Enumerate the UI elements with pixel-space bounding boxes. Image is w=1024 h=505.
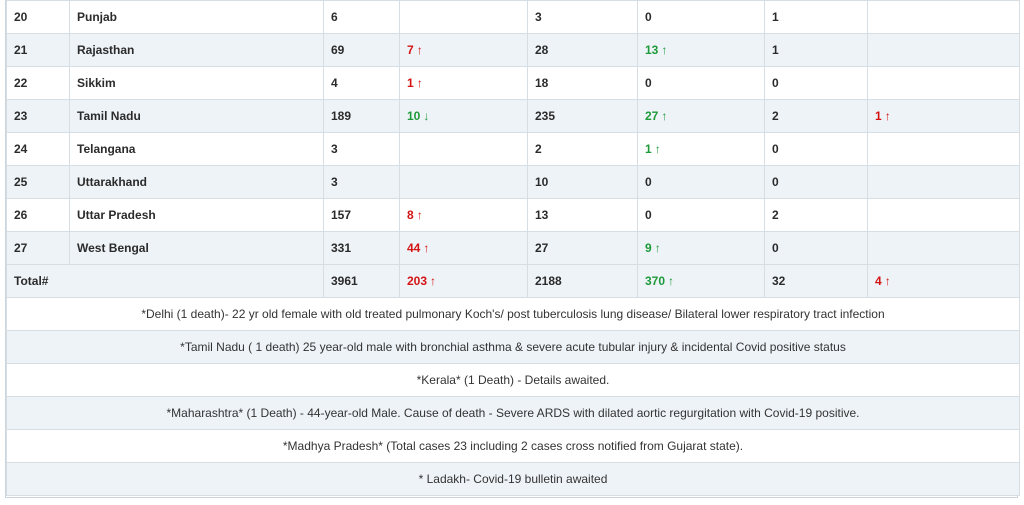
arrow-up-green-icon: ↑ bbox=[654, 142, 661, 156]
deaths-cell-value: 2 bbox=[772, 109, 779, 123]
state-name-cell-value: Uttarakhand bbox=[77, 175, 148, 189]
recovered-cell bbox=[528, 34, 638, 67]
recovered-cell-value: 13 bbox=[535, 208, 549, 222]
serial-number-cell bbox=[7, 67, 70, 100]
deaths-cell bbox=[765, 133, 868, 166]
deaths-cell bbox=[765, 100, 868, 133]
footnote-cell bbox=[7, 298, 1020, 331]
active-change-cell-value: 10 bbox=[407, 109, 421, 123]
serial-number-cell bbox=[7, 232, 70, 265]
state-name-cell-value: Rajasthan bbox=[77, 43, 135, 57]
active-change-cell-value: 8 bbox=[407, 208, 414, 222]
footnote-cell bbox=[7, 430, 1020, 463]
recovered-cell bbox=[528, 166, 638, 199]
note-row bbox=[7, 397, 1020, 430]
active-cases-cell bbox=[324, 1, 400, 34]
arrow-up-red-icon: ↑ bbox=[416, 208, 423, 222]
deaths-cell-value: 0 bbox=[772, 175, 779, 189]
active-cases-cell bbox=[324, 133, 400, 166]
deaths-cell bbox=[765, 67, 868, 100]
active-change-cell bbox=[400, 34, 528, 67]
table-body bbox=[7, 1, 1020, 496]
recovered-change-cell-value: 0 bbox=[645, 76, 652, 90]
footnote-text: *Madhya Pradesh* (Total cases 23 including 2 cases cross notified from Gujarat state). bbox=[282, 439, 744, 453]
recovered-cell bbox=[528, 1, 638, 34]
total-label-cell bbox=[7, 265, 324, 298]
deaths-change-cell bbox=[868, 34, 1020, 67]
active-cases-cell-value: 6 bbox=[331, 10, 338, 24]
total-recovered-cell-value: 2188 bbox=[535, 274, 562, 288]
table-row bbox=[7, 166, 1020, 199]
arrow-up-green-icon: ↑ bbox=[654, 241, 661, 255]
state-name-cell-value: Sikkim bbox=[77, 76, 116, 90]
serial-number-cell-value: 25 bbox=[14, 175, 28, 189]
serial-number-cell-value: 26 bbox=[14, 208, 28, 222]
state-name-cell bbox=[70, 166, 324, 199]
active-cases-cell bbox=[324, 199, 400, 232]
total-deaths-change-cell-value: 4 bbox=[875, 274, 882, 288]
footnote-text: *Kerala* (1 Death) - Details awaited. bbox=[416, 373, 610, 387]
deaths-change-cell bbox=[868, 67, 1020, 100]
arrow-up-red-icon: ↑ bbox=[430, 274, 437, 288]
total-active-cell-value: 3961 bbox=[331, 274, 358, 288]
active-cases-cell bbox=[324, 232, 400, 265]
deaths-change-cell-value: 1 bbox=[875, 109, 882, 123]
deaths-cell-value: 1 bbox=[772, 10, 779, 24]
recovered-cell bbox=[528, 232, 638, 265]
active-cases-cell bbox=[324, 34, 400, 67]
state-name-cell-value: West Bengal bbox=[77, 241, 149, 255]
footnote-cell bbox=[7, 463, 1020, 496]
active-cases-cell-value: 157 bbox=[331, 208, 352, 222]
footnote-text: *Delhi (1 death)- 22 yr old female with old treated pulmonary Koch's/ post tuberculosis lung disease/ Bilateral lower respiratory tract infection bbox=[141, 307, 885, 321]
recovered-change-cell-value: 0 bbox=[645, 208, 652, 222]
covid-state-table bbox=[6, 0, 1020, 496]
state-name-cell bbox=[70, 199, 324, 232]
deaths-cell bbox=[765, 1, 868, 34]
table-row bbox=[7, 232, 1020, 265]
active-change-cell bbox=[400, 166, 528, 199]
note-row bbox=[7, 364, 1020, 397]
recovered-change-cell-value: 9 bbox=[645, 241, 652, 255]
active-change-cell bbox=[400, 232, 528, 265]
total-row bbox=[7, 265, 1020, 298]
active-cases-cell-value: 3 bbox=[331, 142, 338, 156]
state-name-cell bbox=[70, 100, 324, 133]
recovered-cell bbox=[528, 100, 638, 133]
active-cases-cell-value: 331 bbox=[331, 241, 352, 255]
serial-number-cell bbox=[7, 199, 70, 232]
deaths-change-cell bbox=[868, 166, 1020, 199]
deaths-cell-value: 1 bbox=[772, 43, 779, 57]
active-cases-cell-value: 69 bbox=[331, 43, 345, 57]
deaths-change-cell bbox=[868, 133, 1020, 166]
serial-number-cell bbox=[7, 34, 70, 67]
footnote-cell bbox=[7, 364, 1020, 397]
serial-number-cell bbox=[7, 166, 70, 199]
recovered-change-cell-value: 0 bbox=[645, 175, 652, 189]
state-name-cell-value: Telangana bbox=[77, 142, 136, 156]
recovered-change-cell bbox=[638, 199, 765, 232]
serial-number-cell-value: 23 bbox=[14, 109, 28, 123]
recovered-change-cell bbox=[638, 100, 765, 133]
state-name-cell bbox=[70, 232, 324, 265]
total-label-cell-value: Total# bbox=[14, 274, 49, 288]
active-change-cell bbox=[400, 133, 528, 166]
state-name-cell bbox=[70, 133, 324, 166]
deaths-cell-value: 0 bbox=[772, 142, 779, 156]
deaths-cell bbox=[765, 166, 868, 199]
active-change-cell-value: 44 bbox=[407, 241, 421, 255]
recovered-cell-value: 10 bbox=[535, 175, 549, 189]
deaths-change-cell bbox=[868, 1, 1020, 34]
arrow-up-red-icon: ↑ bbox=[416, 43, 423, 57]
arrow-up-green-icon: ↑ bbox=[661, 43, 668, 57]
deaths-cell-value: 0 bbox=[772, 241, 779, 255]
deaths-cell-value: 2 bbox=[772, 208, 779, 222]
state-name-cell-value: Tamil Nadu bbox=[77, 109, 141, 123]
footnote-cell bbox=[7, 397, 1020, 430]
note-row bbox=[7, 331, 1020, 364]
active-cases-cell bbox=[324, 166, 400, 199]
serial-number-cell-value: 27 bbox=[14, 241, 28, 255]
arrow-down-green-icon: ↓ bbox=[423, 109, 430, 123]
recovered-cell bbox=[528, 67, 638, 100]
arrow-up-red-icon: ↑ bbox=[423, 241, 430, 255]
table-row bbox=[7, 199, 1020, 232]
recovered-cell-value: 27 bbox=[535, 241, 549, 255]
recovered-cell-value: 28 bbox=[535, 43, 549, 57]
deaths-change-cell bbox=[868, 232, 1020, 265]
serial-number-cell-value: 21 bbox=[14, 43, 28, 57]
deaths-change-cell bbox=[868, 100, 1020, 133]
arrow-up-red-icon: ↑ bbox=[884, 109, 891, 123]
deaths-cell bbox=[765, 232, 868, 265]
note-row bbox=[7, 430, 1020, 463]
state-name-cell bbox=[70, 67, 324, 100]
arrow-up-red-icon: ↑ bbox=[884, 274, 891, 288]
table-row bbox=[7, 67, 1020, 100]
recovered-cell bbox=[528, 199, 638, 232]
state-name-cell-value: Punjab bbox=[77, 10, 118, 24]
active-change-cell-value: 7 bbox=[407, 43, 414, 57]
serial-number-cell-value: 24 bbox=[14, 142, 28, 156]
active-change-cell-value: 1 bbox=[407, 76, 414, 90]
table-row bbox=[7, 1, 1020, 34]
deaths-cell bbox=[765, 199, 868, 232]
covid-state-table-container bbox=[5, 0, 1018, 498]
deaths-cell bbox=[765, 34, 868, 67]
table-row bbox=[7, 133, 1020, 166]
recovered-change-cell bbox=[638, 67, 765, 100]
active-change-cell bbox=[400, 1, 528, 34]
footnote-text: *Maharashtra* (1 Death) - 44-year-old Male. Cause of death - Severe ARDS with dilated aortic regurgitation with Covid-19 positive. bbox=[166, 406, 860, 420]
deaths-cell-value: 0 bbox=[772, 76, 779, 90]
table-row bbox=[7, 100, 1020, 133]
recovered-cell-value: 2 bbox=[535, 142, 542, 156]
recovered-change-cell bbox=[638, 166, 765, 199]
recovered-cell bbox=[528, 133, 638, 166]
recovered-cell-value: 18 bbox=[535, 76, 549, 90]
active-cases-cell-value: 189 bbox=[331, 109, 352, 123]
serial-number-cell-value: 22 bbox=[14, 76, 28, 90]
active-change-cell bbox=[400, 67, 528, 100]
active-cases-cell bbox=[324, 67, 400, 100]
total-recovered-change-cell bbox=[638, 265, 765, 298]
total-deaths-cell bbox=[765, 265, 868, 298]
footnote-cell bbox=[7, 331, 1020, 364]
serial-number-cell bbox=[7, 133, 70, 166]
total-deaths-cell-value: 32 bbox=[772, 274, 786, 288]
arrow-up-green-icon: ↑ bbox=[661, 109, 668, 123]
recovered-change-cell bbox=[638, 1, 765, 34]
total-recovered-change-cell-value: 370 bbox=[645, 274, 666, 288]
serial-number-cell bbox=[7, 1, 70, 34]
state-name-cell bbox=[70, 1, 324, 34]
serial-number-cell bbox=[7, 100, 70, 133]
recovered-change-cell-value: 27 bbox=[645, 109, 659, 123]
state-name-cell-value: Uttar Pradesh bbox=[77, 208, 156, 222]
table-row bbox=[7, 34, 1020, 67]
total-active-change-cell-value: 203 bbox=[407, 274, 428, 288]
footnote-text: *Tamil Nadu ( 1 death) 25 year-old male with bronchial asthma & severe acute tubular injury & incidental Covid positive status bbox=[180, 340, 846, 354]
serial-number-cell-value: 20 bbox=[14, 10, 28, 24]
total-recovered-cell bbox=[528, 265, 638, 298]
total-deaths-change-cell bbox=[868, 265, 1020, 298]
note-row bbox=[7, 298, 1020, 331]
recovered-change-cell-value: 13 bbox=[645, 43, 659, 57]
footnote-text: * Ladakh- Covid-19 bulletin awaited bbox=[418, 472, 608, 486]
total-active-cell bbox=[324, 265, 400, 298]
active-change-cell bbox=[400, 100, 528, 133]
deaths-change-cell bbox=[868, 199, 1020, 232]
recovered-cell-value: 3 bbox=[535, 10, 542, 24]
recovered-cell-value: 235 bbox=[535, 109, 556, 123]
recovered-change-cell bbox=[638, 34, 765, 67]
recovered-change-cell bbox=[638, 232, 765, 265]
active-cases-cell-value: 3 bbox=[331, 175, 338, 189]
active-change-cell bbox=[400, 199, 528, 232]
arrow-up-red-icon: ↑ bbox=[416, 76, 423, 90]
state-name-cell bbox=[70, 34, 324, 67]
active-cases-cell bbox=[324, 100, 400, 133]
recovered-change-cell-value: 0 bbox=[645, 10, 652, 24]
arrow-up-green-icon: ↑ bbox=[668, 274, 675, 288]
active-cases-cell-value: 4 bbox=[331, 76, 338, 90]
note-row bbox=[7, 463, 1020, 496]
recovered-change-cell bbox=[638, 133, 765, 166]
recovered-change-cell-value: 1 bbox=[645, 142, 652, 156]
total-active-change-cell bbox=[400, 265, 528, 298]
